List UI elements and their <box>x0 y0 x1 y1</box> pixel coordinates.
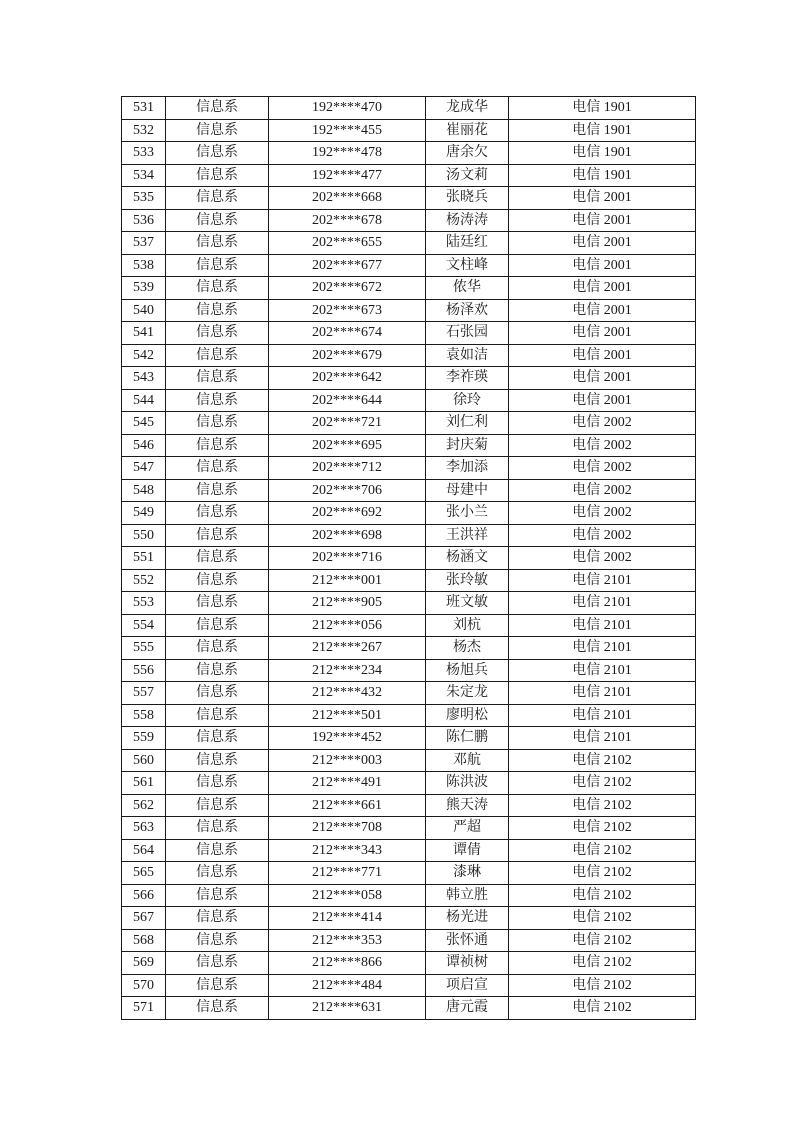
name-cell: 李加添 <box>426 457 509 480</box>
department-cell: 信息系 <box>166 142 269 165</box>
student-id-cell: 212****234 <box>269 659 426 682</box>
student-id-cell: 212****484 <box>269 974 426 997</box>
row-number-cell: 568 <box>122 929 166 952</box>
class-cell: 电信 2002 <box>509 502 696 525</box>
table-row <box>122 142 696 165</box>
name-cell: 张怀通 <box>426 929 509 952</box>
class-cell: 电信 2102 <box>509 794 696 817</box>
student-id-cell: 212****343 <box>269 839 426 862</box>
student-id-cell: 202****673 <box>269 299 426 322</box>
table-row <box>122 479 696 502</box>
student-id-cell: 202****642 <box>269 367 426 390</box>
name-cell: 熊天涛 <box>426 794 509 817</box>
row-number-cell: 543 <box>122 367 166 390</box>
department-cell: 信息系 <box>166 839 269 862</box>
department-cell: 信息系 <box>166 997 269 1020</box>
name-cell: 项启宣 <box>426 974 509 997</box>
table-row <box>122 457 696 480</box>
row-number-cell: 565 <box>122 862 166 885</box>
department-cell: 信息系 <box>166 412 269 435</box>
row-number-cell: 552 <box>122 569 166 592</box>
student-id-cell: 212****056 <box>269 614 426 637</box>
department-cell: 信息系 <box>166 974 269 997</box>
table-row <box>122 749 696 772</box>
student-id-cell: 202****721 <box>269 412 426 435</box>
row-number-cell: 540 <box>122 299 166 322</box>
table-row <box>122 209 696 232</box>
student-id-cell: 202****668 <box>269 187 426 210</box>
student-id-cell: 202****678 <box>269 209 426 232</box>
student-id-cell: 202****677 <box>269 254 426 277</box>
row-number-cell: 558 <box>122 704 166 727</box>
table-row <box>122 929 696 952</box>
class-cell: 电信 2001 <box>509 344 696 367</box>
row-number-cell: 549 <box>122 502 166 525</box>
table-row <box>122 614 696 637</box>
department-cell: 信息系 <box>166 277 269 300</box>
student-id-cell: 202****698 <box>269 524 426 547</box>
table-row <box>122 547 696 570</box>
name-cell: 谭祯树 <box>426 952 509 975</box>
department-cell: 信息系 <box>166 907 269 930</box>
department-cell: 信息系 <box>166 682 269 705</box>
class-cell: 电信 2001 <box>509 299 696 322</box>
row-number-cell: 564 <box>122 839 166 862</box>
table-row <box>122 569 696 592</box>
name-cell: 汤文莉 <box>426 164 509 187</box>
class-cell: 电信 2101 <box>509 704 696 727</box>
class-cell: 电信 2102 <box>509 997 696 1020</box>
row-number-cell: 539 <box>122 277 166 300</box>
student-id-cell: 212****631 <box>269 997 426 1020</box>
department-cell: 信息系 <box>166 727 269 750</box>
class-cell: 电信 1901 <box>509 164 696 187</box>
name-cell: 陈洪波 <box>426 772 509 795</box>
class-cell: 电信 2002 <box>509 479 696 502</box>
department-cell: 信息系 <box>166 367 269 390</box>
department-cell: 信息系 <box>166 299 269 322</box>
name-cell: 徐玲 <box>426 389 509 412</box>
table-row <box>122 254 696 277</box>
class-cell: 电信 2101 <box>509 614 696 637</box>
row-number-cell: 547 <box>122 457 166 480</box>
department-cell: 信息系 <box>166 209 269 232</box>
student-id-cell: 212****661 <box>269 794 426 817</box>
row-number-cell: 567 <box>122 907 166 930</box>
table-row <box>122 232 696 255</box>
row-number-cell: 570 <box>122 974 166 997</box>
name-cell: 封庆菊 <box>426 434 509 457</box>
department-cell: 信息系 <box>166 502 269 525</box>
table-row <box>122 119 696 142</box>
row-number-cell: 562 <box>122 794 166 817</box>
table-row <box>122 277 696 300</box>
row-number-cell: 545 <box>122 412 166 435</box>
table-row <box>122 367 696 390</box>
table-row <box>122 907 696 930</box>
table-row <box>122 187 696 210</box>
table-row <box>122 637 696 660</box>
name-cell: 龙成华 <box>426 97 509 120</box>
class-cell: 电信 2001 <box>509 367 696 390</box>
student-id-cell: 212****708 <box>269 817 426 840</box>
student-id-cell: 212****001 <box>269 569 426 592</box>
student-id-cell: 212****267 <box>269 637 426 660</box>
department-cell: 信息系 <box>166 862 269 885</box>
department-cell: 信息系 <box>166 794 269 817</box>
class-cell: 电信 2002 <box>509 412 696 435</box>
name-cell: 邓航 <box>426 749 509 772</box>
row-number-cell: 554 <box>122 614 166 637</box>
name-cell: 唐余欠 <box>426 142 509 165</box>
student-id-cell: 212****003 <box>269 749 426 772</box>
student-id-cell: 202****692 <box>269 502 426 525</box>
student-id-cell: 202****644 <box>269 389 426 412</box>
row-number-cell: 542 <box>122 344 166 367</box>
row-number-cell: 556 <box>122 659 166 682</box>
row-number-cell: 571 <box>122 997 166 1020</box>
name-cell: 张晓兵 <box>426 187 509 210</box>
class-cell: 电信 2102 <box>509 749 696 772</box>
department-cell: 信息系 <box>166 772 269 795</box>
department-cell: 信息系 <box>166 952 269 975</box>
row-number-cell: 561 <box>122 772 166 795</box>
name-cell: 侬华 <box>426 277 509 300</box>
student-id-cell: 192****452 <box>269 727 426 750</box>
name-cell: 崔丽花 <box>426 119 509 142</box>
name-cell: 杨旭兵 <box>426 659 509 682</box>
class-cell: 电信 2002 <box>509 457 696 480</box>
student-id-cell: 212****905 <box>269 592 426 615</box>
department-cell: 信息系 <box>166 164 269 187</box>
name-cell: 谭倩 <box>426 839 509 862</box>
row-number-cell: 560 <box>122 749 166 772</box>
table-row <box>122 727 696 750</box>
name-cell: 杨杰 <box>426 637 509 660</box>
class-cell: 电信 2102 <box>509 772 696 795</box>
table-row <box>122 952 696 975</box>
name-cell: 朱定龙 <box>426 682 509 705</box>
row-number-cell: 532 <box>122 119 166 142</box>
row-number-cell: 566 <box>122 884 166 907</box>
row-number-cell: 559 <box>122 727 166 750</box>
row-number-cell: 569 <box>122 952 166 975</box>
class-cell: 电信 2101 <box>509 727 696 750</box>
table-row <box>122 502 696 525</box>
table-row <box>122 592 696 615</box>
row-number-cell: 555 <box>122 637 166 660</box>
student-id-cell: 202****655 <box>269 232 426 255</box>
class-cell: 电信 2102 <box>509 839 696 862</box>
department-cell: 信息系 <box>166 254 269 277</box>
row-number-cell: 531 <box>122 97 166 120</box>
table-row <box>122 884 696 907</box>
department-cell: 信息系 <box>166 659 269 682</box>
name-cell: 文柱峰 <box>426 254 509 277</box>
name-cell: 严超 <box>426 817 509 840</box>
class-cell: 电信 2001 <box>509 232 696 255</box>
name-cell: 袁如洁 <box>426 344 509 367</box>
student-id-cell: 202****679 <box>269 344 426 367</box>
class-cell: 电信 2101 <box>509 637 696 660</box>
class-cell: 电信 2102 <box>509 974 696 997</box>
student-id-cell: 212****432 <box>269 682 426 705</box>
table-row <box>122 412 696 435</box>
table-row <box>122 817 696 840</box>
department-cell: 信息系 <box>166 929 269 952</box>
student-id-cell: 202****674 <box>269 322 426 345</box>
name-cell: 李祚瑛 <box>426 367 509 390</box>
name-cell: 刘仁利 <box>426 412 509 435</box>
department-cell: 信息系 <box>166 389 269 412</box>
student-id-cell: 202****712 <box>269 457 426 480</box>
name-cell: 王洪祥 <box>426 524 509 547</box>
row-number-cell: 563 <box>122 817 166 840</box>
class-cell: 电信 2002 <box>509 524 696 547</box>
class-cell: 电信 2002 <box>509 434 696 457</box>
row-number-cell: 541 <box>122 322 166 345</box>
name-cell: 杨光进 <box>426 907 509 930</box>
class-cell: 电信 1901 <box>509 97 696 120</box>
table-row <box>122 524 696 547</box>
class-cell: 电信 2102 <box>509 907 696 930</box>
table-row <box>122 299 696 322</box>
department-cell: 信息系 <box>166 592 269 615</box>
name-cell: 张玲敏 <box>426 569 509 592</box>
name-cell: 张小兰 <box>426 502 509 525</box>
student-id-cell: 202****706 <box>269 479 426 502</box>
row-number-cell: 544 <box>122 389 166 412</box>
row-number-cell: 537 <box>122 232 166 255</box>
class-cell: 电信 2001 <box>509 209 696 232</box>
row-number-cell: 538 <box>122 254 166 277</box>
class-cell: 电信 2001 <box>509 389 696 412</box>
table-row <box>122 682 696 705</box>
table-row <box>122 164 696 187</box>
table-row <box>122 974 696 997</box>
student-id-cell: 202****716 <box>269 547 426 570</box>
row-number-cell: 546 <box>122 434 166 457</box>
table-row <box>122 97 696 120</box>
name-cell: 陆廷红 <box>426 232 509 255</box>
class-cell: 电信 1901 <box>509 119 696 142</box>
student-id-cell: 212****058 <box>269 884 426 907</box>
class-cell: 电信 2102 <box>509 952 696 975</box>
department-cell: 信息系 <box>166 344 269 367</box>
name-cell: 杨泽欢 <box>426 299 509 322</box>
student-id-cell: 212****501 <box>269 704 426 727</box>
table-row <box>122 704 696 727</box>
table-row <box>122 344 696 367</box>
name-cell: 唐元霞 <box>426 997 509 1020</box>
name-cell: 杨涵文 <box>426 547 509 570</box>
table-row <box>122 434 696 457</box>
class-cell: 电信 1901 <box>509 142 696 165</box>
name-cell: 石张园 <box>426 322 509 345</box>
student-id-cell: 212****771 <box>269 862 426 885</box>
table-row <box>122 322 696 345</box>
row-number-cell: 534 <box>122 164 166 187</box>
row-number-cell: 536 <box>122 209 166 232</box>
class-cell: 电信 2101 <box>509 682 696 705</box>
row-number-cell: 553 <box>122 592 166 615</box>
department-cell: 信息系 <box>166 817 269 840</box>
row-number-cell: 535 <box>122 187 166 210</box>
name-cell: 母建中 <box>426 479 509 502</box>
department-cell: 信息系 <box>166 232 269 255</box>
class-cell: 电信 2102 <box>509 884 696 907</box>
department-cell: 信息系 <box>166 524 269 547</box>
department-cell: 信息系 <box>166 704 269 727</box>
department-cell: 信息系 <box>166 569 269 592</box>
student-id-cell: 212****414 <box>269 907 426 930</box>
row-number-cell: 557 <box>122 682 166 705</box>
department-cell: 信息系 <box>166 434 269 457</box>
student-id-cell: 202****672 <box>269 277 426 300</box>
row-number-cell: 533 <box>122 142 166 165</box>
name-cell: 陈仁鹏 <box>426 727 509 750</box>
table-row <box>122 862 696 885</box>
class-cell: 电信 2001 <box>509 187 696 210</box>
name-cell: 杨涛涛 <box>426 209 509 232</box>
table-row <box>122 997 696 1020</box>
student-id-cell: 192****455 <box>269 119 426 142</box>
class-cell: 电信 2001 <box>509 322 696 345</box>
class-cell: 电信 2102 <box>509 862 696 885</box>
class-cell: 电信 2002 <box>509 547 696 570</box>
department-cell: 信息系 <box>166 637 269 660</box>
department-cell: 信息系 <box>166 97 269 120</box>
class-cell: 电信 2102 <box>509 817 696 840</box>
table-row <box>122 839 696 862</box>
row-number-cell: 551 <box>122 547 166 570</box>
student-id-cell: 192****478 <box>269 142 426 165</box>
class-cell: 电信 2101 <box>509 659 696 682</box>
table-row <box>122 772 696 795</box>
student-id-cell: 212****353 <box>269 929 426 952</box>
name-cell: 廖明松 <box>426 704 509 727</box>
department-cell: 信息系 <box>166 479 269 502</box>
table-row <box>122 389 696 412</box>
student-roster-table <box>121 96 696 1020</box>
department-cell: 信息系 <box>166 884 269 907</box>
class-cell: 电信 2001 <box>509 277 696 300</box>
department-cell: 信息系 <box>166 457 269 480</box>
name-cell: 刘杭 <box>426 614 509 637</box>
name-cell: 班文敏 <box>426 592 509 615</box>
student-id-cell: 212****866 <box>269 952 426 975</box>
row-number-cell: 548 <box>122 479 166 502</box>
department-cell: 信息系 <box>166 547 269 570</box>
student-table-body <box>122 97 696 1020</box>
student-id-cell: 212****491 <box>269 772 426 795</box>
class-cell: 电信 2102 <box>509 929 696 952</box>
table-row <box>122 794 696 817</box>
department-cell: 信息系 <box>166 322 269 345</box>
class-cell: 电信 2001 <box>509 254 696 277</box>
department-cell: 信息系 <box>166 119 269 142</box>
class-cell: 电信 2101 <box>509 592 696 615</box>
student-id-cell: 192****470 <box>269 97 426 120</box>
name-cell: 漆琳 <box>426 862 509 885</box>
row-number-cell: 550 <box>122 524 166 547</box>
table-row <box>122 659 696 682</box>
student-id-cell: 202****695 <box>269 434 426 457</box>
department-cell: 信息系 <box>166 749 269 772</box>
department-cell: 信息系 <box>166 614 269 637</box>
department-cell: 信息系 <box>166 187 269 210</box>
name-cell: 韩立胜 <box>426 884 509 907</box>
student-id-cell: 192****477 <box>269 164 426 187</box>
class-cell: 电信 2101 <box>509 569 696 592</box>
